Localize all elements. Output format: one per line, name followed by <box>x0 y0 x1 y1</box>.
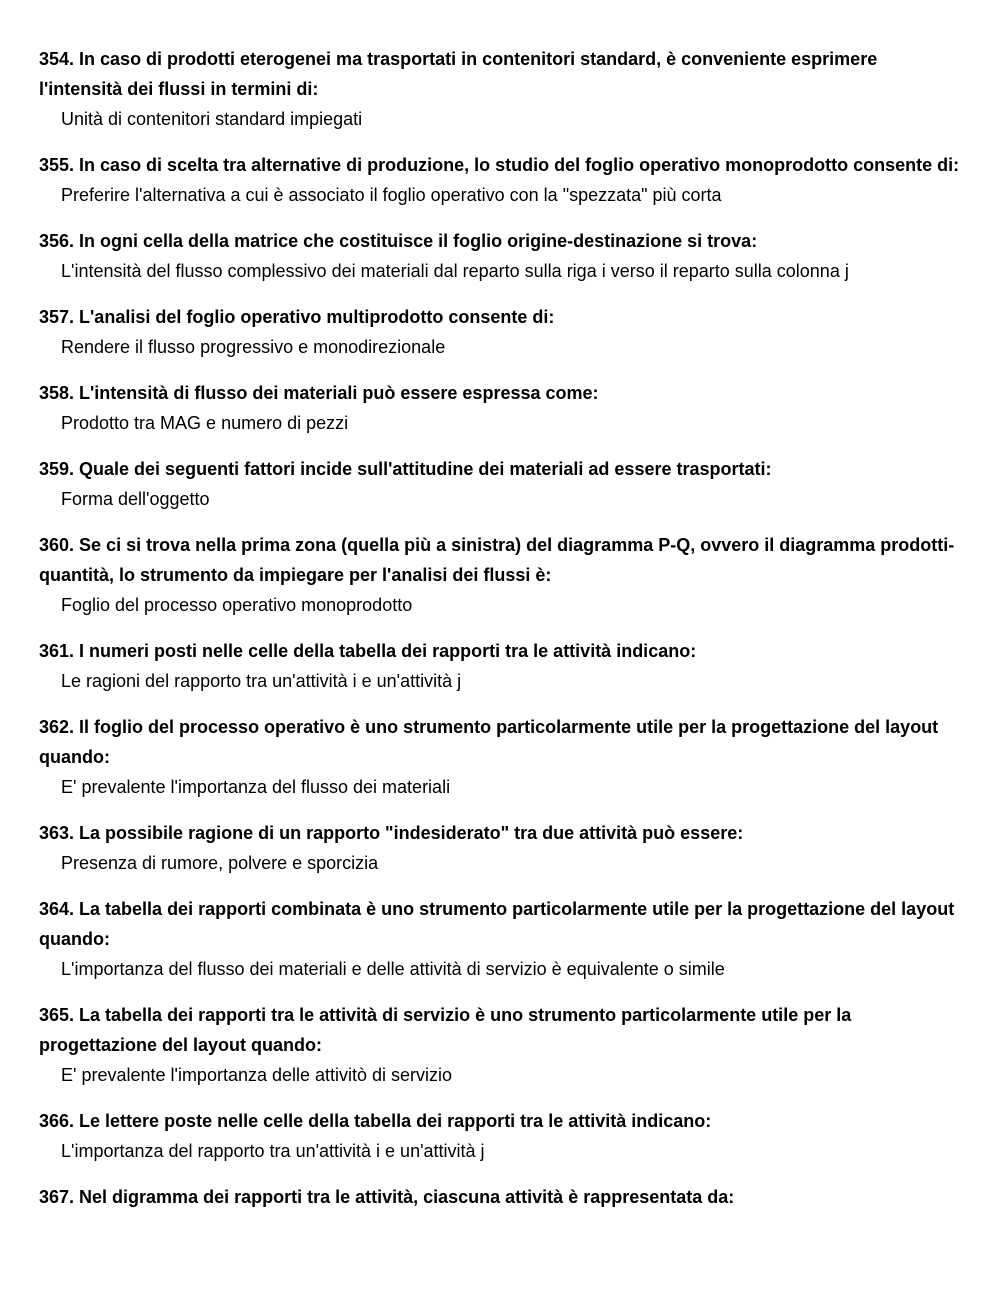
qa-item-366 <box>39 1106 964 1166</box>
answer-text: Prodotto tra MAG e numero di pezzi <box>61 413 349 433</box>
question-text: 355. In caso di scelta tra alternative di produzione, lo studio del foglio operativo monoprodotto consente di: <box>39 155 960 175</box>
question-text: 362. Il foglio del processo operativo è uno strumento particolarmente utile per la progettazione del layout quando: <box>39 717 939 767</box>
answer-text: E' prevalente l'importanza delle attivitò di servizio <box>61 1065 453 1085</box>
qa-item-355 <box>39 150 964 210</box>
question-text: 359. Quale dei seguenti fattori incide sull'attitudine dei materiali ad essere trasportati: <box>39 459 772 479</box>
question-text: 365. La tabella dei rapporti tra le attività di servizio è uno strumento particolarmente utile per la progettazione del layout quando: <box>39 1005 852 1055</box>
answer-text: L'intensità del flusso complessivo dei materiali dal reparto sulla riga i verso il reparto sulla colonna j <box>61 261 849 281</box>
qa-item-367 <box>39 1182 964 1212</box>
answer-text: E' prevalente l'importanza del flusso dei materiali <box>61 777 451 797</box>
qa-item-361 <box>39 636 964 696</box>
qa-item-362 <box>39 712 964 802</box>
answer-text: Preferire l'alternativa a cui è associato il foglio operativo con la "spezzata" più corta <box>61 185 722 205</box>
qa-item-358 <box>39 378 964 438</box>
qa-item-364 <box>39 894 964 984</box>
qa-item-363 <box>39 818 964 878</box>
answer-text: L'importanza del rapporto tra un'attività i e un'attività j <box>61 1141 485 1161</box>
question-text: 361. I numeri posti nelle celle della tabella dei rapporti tra le attività indicano: <box>39 641 697 661</box>
question-text: 354. In caso di prodotti eterogenei ma trasportati in contenitori standard, è conveniente esprimere l'intensità dei flussi in termini di: <box>39 49 878 99</box>
question-text: 356. In ogni cella della matrice che costituisce il foglio origine-destinazione si trova: <box>39 231 758 251</box>
qa-item-357 <box>39 302 964 362</box>
qa-item-356 <box>39 226 964 286</box>
qa-document <box>39 44 964 1228</box>
answer-text: Unità di contenitori standard impiegati <box>61 109 363 129</box>
question-text: 366. Le lettere poste nelle celle della tabella dei rapporti tra le attività indicano: <box>39 1111 712 1131</box>
question-text: 360. Se ci si trova nella prima zona (quella più a sinistra) del diagramma P-Q, ovvero il diagramma prodotti-quantità, lo strumento da impiegare per l'analisi dei flussi è: <box>39 535 955 585</box>
answer-text: Presenza di rumore, polvere e sporcizia <box>61 853 379 873</box>
qa-item-354 <box>39 44 964 134</box>
answer-text: Rendere il flusso progressivo e monodirezionale <box>61 337 446 357</box>
answer-text: Foglio del processo operativo monoprodotto <box>61 595 413 615</box>
question-text: 367. Nel digramma dei rapporti tra le attività, ciascuna attività è rappresentata da: <box>39 1187 735 1207</box>
answer-text: L'importanza del flusso dei materiali e delle attività di servizio è equivalente o simile <box>61 959 725 979</box>
question-text: 363. La possibile ragione di un rapporto "indesiderato" tra due attività può essere: <box>39 823 744 843</box>
question-text: 358. L'intensità di flusso dei materiali può essere espressa come: <box>39 383 599 403</box>
qa-item-360 <box>39 530 964 620</box>
question-text: 364. La tabella dei rapporti combinata è uno strumento particolarmente utile per la progettazione del layout quando: <box>39 899 955 949</box>
answer-text: Le ragioni del rapporto tra un'attività i e un'attività j <box>61 671 462 691</box>
answer-text: Forma dell'oggetto <box>61 489 210 509</box>
qa-item-365 <box>39 1000 964 1090</box>
question-text: 357. L'analisi del foglio operativo multiprodotto consente di: <box>39 307 555 327</box>
qa-item-359 <box>39 454 964 514</box>
